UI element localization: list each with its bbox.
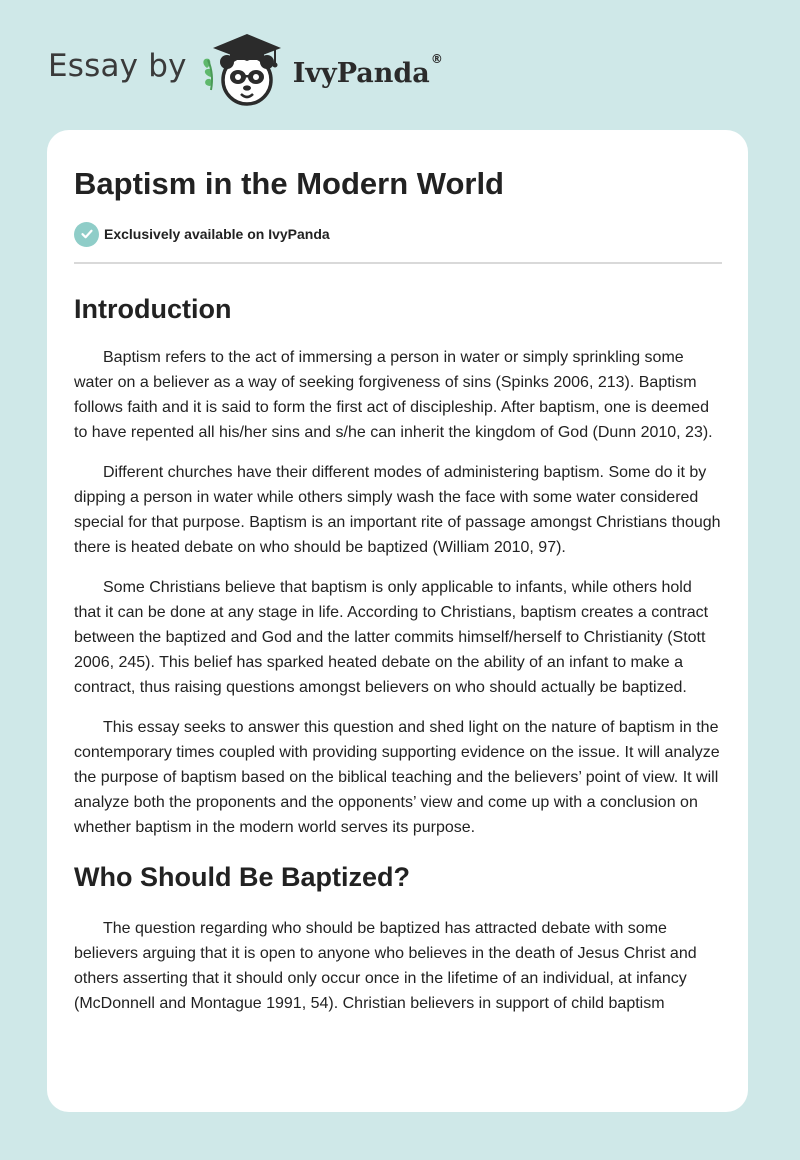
brand-header [48,30,443,110]
section-heading: Who Should Be Baptized? [74,862,410,892]
registered-mark: ® [430,51,443,66]
section-who-should-be-baptized [74,860,722,1016]
paragraph: Baptism refers to the act of immersing a person in water or simply sprinkling some water on a believer as a way of seeking forgiveness of sins (Spinks 2006, 213). Baptism follows faith and it is said to form the first act of discipleship. After baptism, one is deemed to have repented all his/her sins and s/he can inherit the kingdom of God (Dunn 2010, 23). [74,349,713,441]
brand-name-text: IvyPanda [292,57,430,89]
title-divider [74,262,722,264]
page-title: Baptism in the Modern World [74,166,504,201]
exclusive-label: Exclusively available on IvyPanda [104,226,330,242]
brand-name[interactable] [292,51,443,89]
paragraph: Some Christians believe that baptism is only applicable to infants, while others hold that it can be done at any stage in life. According to Christians, baptism creates a contract between the baptized and God and the latter commits himself/herself to Christianity (Stott 2006, 245). This belief has sparked heated debate on the ability of an infant to make a contract, thus raising questions amongst believers on who should actually be baptized. [74,579,709,696]
essay-card [47,130,748,1112]
exclusive-badge [74,221,722,247]
section-heading: Introduction [74,294,232,324]
check-circle-icon [74,222,99,247]
section-introduction [74,292,722,840]
brand-prefix: Essay by [48,48,187,84]
paragraph: The question regarding who should be baptized has attracted debate with some believers arguing that it is open to anyone who believes in the death of Jesus Christ and others asserting that it should only occur once in the lifetime of an individual, at infancy (McDonnell and Montague 1991, 54). Christian believers in support of child baptism [74,920,697,1012]
paragraph: Different churches have their different modes of administering baptism. Some do it by dipping a person in water while others simply wash the face with some water considered special for that purpose. Baptism is an important rite of passage amongst Christians though there is heated debate on who should be baptized (William 2010, 97). [74,464,721,556]
panda-graduate-icon[interactable] [201,30,291,110]
paragraph: This essay seeks to answer this question and shed light on the nature of baptism in the contemporary times coupled with providing supporting evidence on the issue. It will analyze the purpose of baptism based on the biblical teaching and the believers’ point of view. It will analyze both the proponents and the opponents’ view and come up with a conclusion on whether baptism in the modern world serves its purpose. [74,719,720,836]
